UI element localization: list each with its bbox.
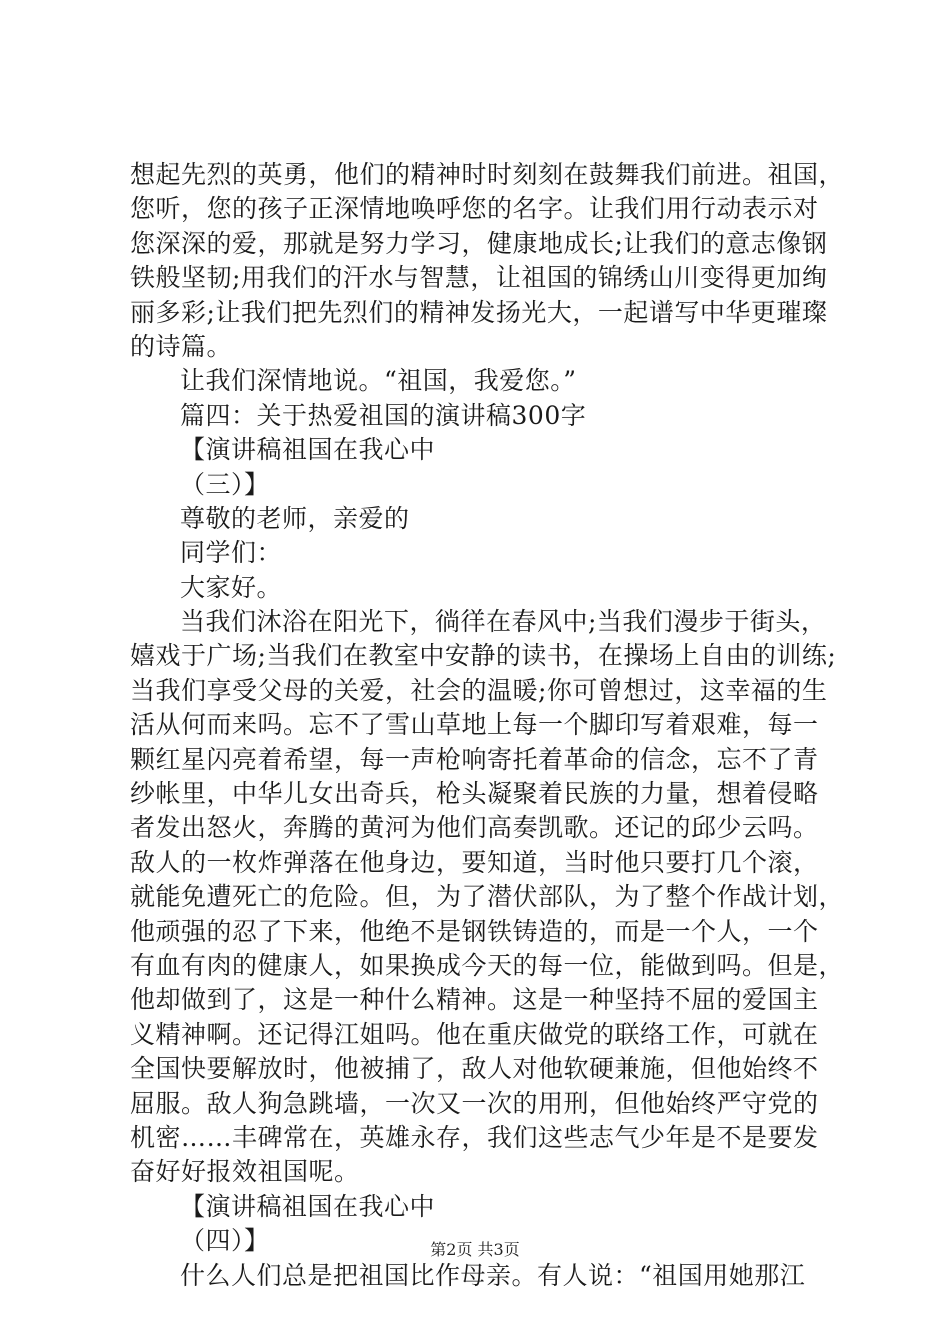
- text-line: 活从何而来吗。忘不了雪山草地上每一个脚印写着艰难，每一: [130, 710, 819, 740]
- text-line: 他却做到了，这是一种什么精神。这是一种坚持不屈的爱国主: [130, 985, 819, 1015]
- text-line: 大家好。: [180, 572, 283, 602]
- text-line: 您听，您的孩子正深情地唤呼您的名字。让我们用行动表示对: [130, 194, 819, 224]
- text-line: 有血有肉的健康人，如果换成今天的每一位，能做到吗。但是，: [130, 950, 845, 980]
- text-line: 丽多彩;让我们把先烈们的精神发扬光大，一起谱写中华更璀璨: [130, 297, 828, 327]
- text-line: 奋好好报效祖国呢。: [130, 1157, 360, 1187]
- text-line: 的诗篇。: [130, 331, 233, 361]
- text-line: 敌人的一枚炸弹落在他身边，要知道，当时他只要打几个滚，: [130, 847, 819, 877]
- page-footer: [0, 1240, 950, 1260]
- text-line: 同学们：: [180, 538, 283, 568]
- text-line: 他顽强的忍了下来，他绝不是钢铁铸造的，而是一个人，一个: [130, 916, 819, 946]
- text-line: 者发出怒火，奔腾的黄河为他们高奏凯歌。还记的邱少云吗。: [130, 813, 819, 843]
- text-line: 尊敬的老师，亲爱的: [180, 503, 410, 533]
- text-line: 全国快要解放时，他被捕了，敌人对他软硬兼施，但他始终不: [130, 1054, 819, 1084]
- text-line: 颗红星闪亮着希望，每一声枪响寄托着革命的信念，忘不了青: [130, 744, 819, 774]
- text-line: 纱帐里，中华儿女出奇兵，枪头凝聚着民族的力量，想着侵略: [130, 779, 819, 809]
- text-line: 【演讲稿祖国在我心中: [180, 1191, 436, 1221]
- text-line: 义精神啊。还记得江姐吗。他在重庆做党的联络工作，可就在: [130, 1019, 819, 1049]
- text-line: （三）】: [180, 469, 270, 499]
- page-number: 第2页 共3页: [430, 1240, 520, 1259]
- text-line: （四）】: [180, 1226, 270, 1256]
- text-line: 篇四：关于热爱祖国的演讲稿300字: [180, 400, 587, 430]
- text-line: 想起先烈的英勇，他们的精神时时刻刻在鼓舞我们前进。祖国，: [130, 160, 845, 189]
- text-line: 铁般坚韧;用我们的汗水与智慧，让祖国的锦绣山川变得更加绚: [130, 263, 828, 293]
- text-line: 屈服。敌人狗急跳墙，一次又一次的用刑，但他始终严守党的: [130, 1088, 819, 1118]
- text-line: 当我们享受父母的关爱，社会的温暖;你可曾想过，这幸福的生: [130, 675, 828, 705]
- text-line: 让我们深情地说。“祖国，我爱您。”: [180, 366, 577, 396]
- text-line: 【演讲稿祖国在我心中: [180, 435, 436, 465]
- document-body: [130, 158, 845, 1293]
- text-line: 当我们沐浴在阳光下，徜徉在春风中;当我们漫步于街头，: [180, 607, 827, 637]
- text-line: 嬉戏于广场;当我们在教室中安静的读书，在操场上自由的训练;: [130, 641, 837, 671]
- text-line: 就能免遭死亡的危险。但，为了潜伏部队，为了整个作战计划，: [130, 882, 845, 912]
- text-line: 机密……丰碑常在，英雄永存，我们这些志气少年是不是要发: [130, 1122, 819, 1152]
- text-line: 您深深的爱，那就是努力学习，健康地成长;让我们的意志像钢: [130, 228, 828, 258]
- text-line: 什么人们总是把祖国比作母亲。有人说：“祖国用她那江: [180, 1260, 806, 1290]
